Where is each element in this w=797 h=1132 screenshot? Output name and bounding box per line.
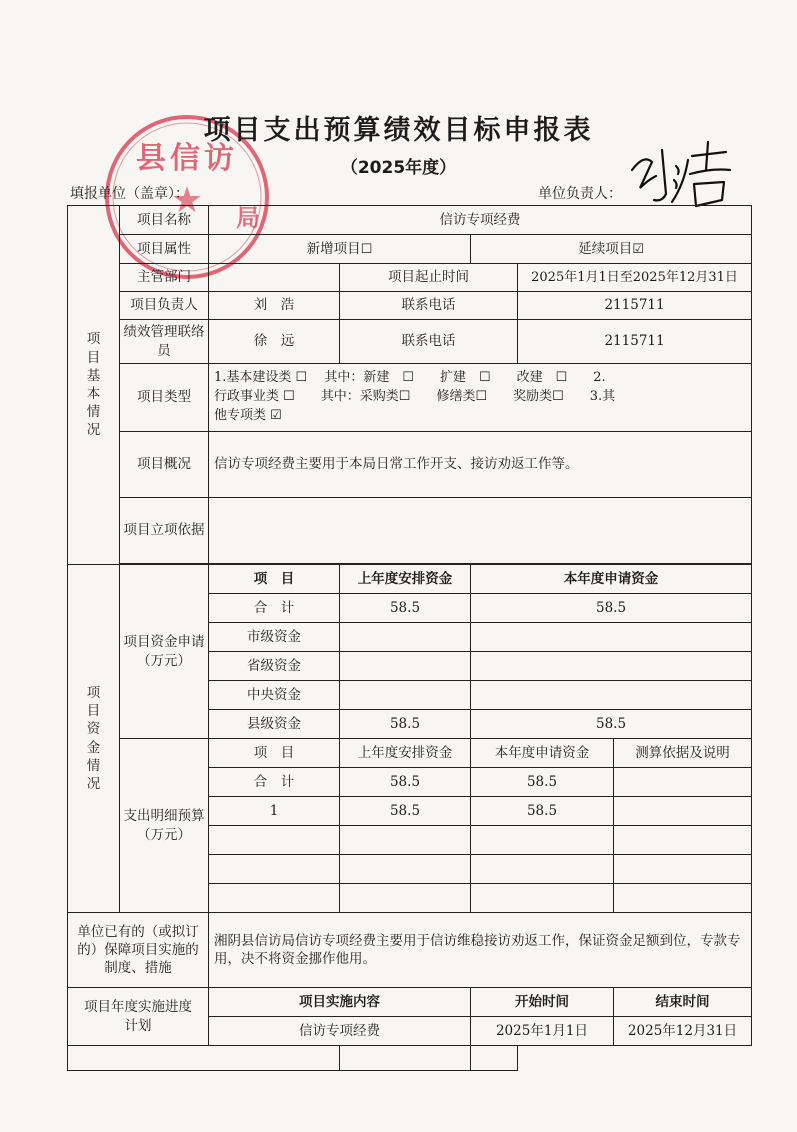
fund-apply-label: 项目资金申请（万元） [120,565,209,739]
system-value: 湘阴县信访局信访专项经费主要用于信访维稳接访劝返工作，保证资金足额到位，专款专用，决不将资金挪作他用。 [209,913,752,988]
project-attr-label: 项目属性 [120,235,209,264]
document-title: 项目支出预算绩效目标申报表 [203,115,594,146]
apply-row-item: 合 计 [209,594,340,623]
type-label: 项目类型 [120,364,209,432]
detail-row-last: 58.5 [340,768,471,797]
detail-row-item: 合 计 [209,768,340,797]
schedule-row-end: 2025年12月31日 [614,1017,752,1046]
schedule-row-start: 2025年1月1日 [471,1017,614,1046]
section-funds-label: 项目资金情况 [68,565,120,913]
overview-label: 项目概况 [120,432,209,498]
detail-row-last [340,855,471,884]
apply-row-this: 58.5 [471,594,752,623]
overview-value: 信访专项经费主要用于本局日常工作开支、接访劝返工作等。 [209,432,752,498]
apply-row-last [340,652,471,681]
detail-row-note [614,826,752,855]
detail-row-last [340,884,471,913]
contact-value: 徐 远 [209,320,340,364]
detail-row-item [209,826,340,855]
project-name-label: 项目名称 [120,206,209,235]
apply-row-last [340,623,471,652]
period-label: 项目起止时间 [340,264,518,292]
detail-row-note [614,797,752,826]
attr-new-label: 新增项目 [306,240,361,257]
apply-row-this [471,681,752,710]
apply-row-this [471,623,752,652]
detail-row-item [209,884,340,913]
schedule-empty-cell [68,1046,340,1071]
type-line-2: 行政事业类 ☐ 其中：采购类☐ 修缮类☐ 奖励类☐ 3.其 [214,389,616,405]
section-basic-label: 项目基本情况 [68,206,120,565]
detail-row-item [209,855,340,884]
contact-phone-value: 2115711 [518,320,752,364]
type-line-1: 1.基本建设类 ☐ 其中：新建 ☐ 扩建 ☐ 改建 ☐ 2. [214,370,606,386]
detail-row-note [614,768,752,797]
detail-row-this [471,855,614,884]
apply-header-last: 上年度安排资金 [340,565,471,594]
detail-row-this: 58.5 [471,797,614,826]
document-year: （2025年度） [340,158,457,178]
type-line-3: 他专项类 ☑ [214,407,282,423]
detail-row-item: 1 [209,797,340,826]
detail-row-last [340,826,471,855]
attr-continue-option[interactable] [471,235,752,264]
apply-row-last: 58.5 [340,710,471,739]
apply-row-item: 中央资金 [209,681,340,710]
apply-row-item: 县级资金 [209,710,340,739]
fill-unit-label: 填报单位（盖章）： [70,186,189,202]
detail-header-item: 项 目 [209,739,340,768]
owner-phone-value: 2115711 [518,292,752,320]
project-name-value: 信访专项经费 [209,206,752,235]
apply-row-this [471,652,752,681]
detail-header-last: 上年度安排资金 [340,739,471,768]
detail-row-last: 58.5 [340,797,471,826]
budget-form-table [67,205,752,1071]
detail-row-this [471,884,614,913]
attr-continue-checkbox[interactable]: ☑ [632,241,644,257]
dept-value [209,264,340,292]
contact-phone-label: 联系电话 [340,320,518,364]
detail-row-this [471,826,614,855]
attr-new-option[interactable] [209,235,471,264]
detail-row-this: 58.5 [471,768,614,797]
apply-header-this: 本年度申请资金 [471,565,752,594]
contact-label: 绩效管理联络员 [120,320,209,364]
apply-row-item: 市级资金 [209,623,340,652]
svg-text:局: 局 [236,204,260,232]
unit-head-label: 单位负责人： [538,186,622,202]
apply-row-item: 省级资金 [209,652,340,681]
detail-header-note: 测算依据及说明 [614,739,752,768]
period-value: 2025年1月1日至2025年12月31日 [518,264,752,292]
schedule-row-content: 信访专项经费 [209,1017,471,1046]
schedule-header-start: 开始时间 [471,988,614,1017]
owner-phone-label: 联系电话 [340,292,518,320]
apply-row-this: 58.5 [471,710,752,739]
detail-header-this: 本年度申请资金 [471,739,614,768]
schedule-empty-cell [340,1046,471,1071]
owner-value: 刘 浩 [209,292,340,320]
basis-label: 项目立项依据 [120,498,209,564]
attr-continue-label: 延续项目 [578,240,633,257]
detail-budget-label: 支出明细预算（万元） [120,739,209,913]
svg-text:县信访: 县信访 [136,141,238,176]
schedule-label: 项目年度实施进度计划 [68,988,209,1046]
detail-row-note [614,855,752,884]
detail-row-note [614,884,752,913]
apply-row-last [340,681,471,710]
system-label: 单位已有的（或拟订的）保障项目实施的制度、措施 [68,913,209,988]
basis-value [209,498,752,564]
owner-label: 项目负责人 [120,292,209,320]
schedule-header-end: 结束时间 [614,988,752,1017]
schedule-empty-cell [471,1046,518,1071]
svg-text:★: ★ [170,180,204,221]
type-options[interactable] [209,364,752,432]
dept-label: 主管部门 [120,264,209,292]
apply-header-item: 项 目 [209,565,340,594]
apply-row-last: 58.5 [340,594,471,623]
attr-new-checkbox[interactable]: ☐ [360,241,373,257]
schedule-header-content: 项目实施内容 [209,988,471,1017]
